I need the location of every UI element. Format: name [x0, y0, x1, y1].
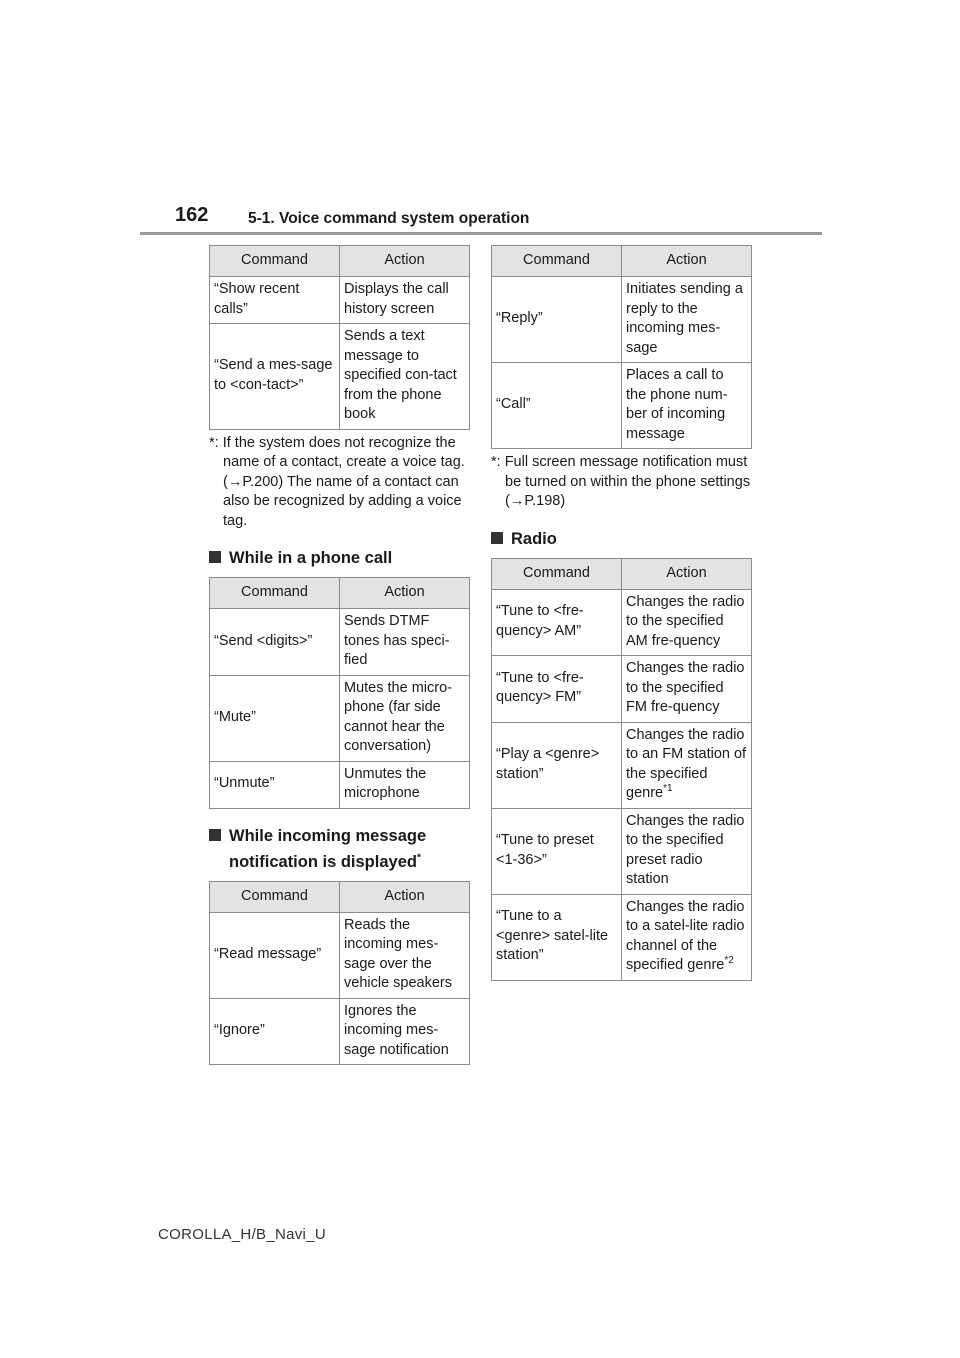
command-cell: “Send <digits>”: [210, 609, 340, 676]
action-cell: Initiates sending a reply to the incoming mes-sage: [622, 277, 752, 363]
heading-radio: Radio: [491, 526, 751, 552]
action-cell: Ignores the incoming mes-sage notification: [340, 998, 470, 1065]
table-header-command: Command: [210, 246, 340, 277]
command-table-incoming-message: [209, 881, 470, 1066]
action-cell: Sends DTMF tones has speci-fied: [340, 609, 470, 676]
command-cell: “Tune to <fre-quency> AM”: [492, 589, 622, 656]
heading-phone-call: While in a phone call: [209, 545, 469, 571]
command-cell: “Reply”: [492, 277, 622, 363]
command-cell: “Tune to preset <1-36>”: [492, 808, 622, 894]
section-title: 5-1. Voice command system operation: [248, 210, 530, 227]
table-header-action: Action: [622, 246, 752, 277]
left-column: [209, 245, 469, 1065]
table-row: [492, 656, 752, 723]
action-cell: Sends a text message to specified con-tact from the phone book: [340, 324, 470, 430]
command-table-radio: [491, 558, 752, 981]
table-header-action: Action: [340, 881, 470, 912]
table-header-command: Command: [210, 578, 340, 609]
command-cell: “Ignore”: [210, 998, 340, 1065]
action-cell: Unmutes the microphone: [340, 761, 470, 808]
bullet-square-icon: [209, 829, 221, 841]
footnote-voice-tag: *: If the system does not recognize the name of a contact, create a voice tag. (→P.200) The name of a contact can also be recognized by adding a voice tag.: [209, 434, 465, 529]
header-rule: [140, 232, 822, 235]
table-row: [210, 609, 470, 676]
action-cell: Displays the call history screen: [340, 277, 470, 324]
table-header-action: Action: [340, 246, 470, 277]
command-table-phone-call: [209, 577, 470, 809]
table-header-command: Command: [210, 881, 340, 912]
action-cell: Changes the radio to an FM station of the specified genre$^{*1}$: [622, 722, 752, 808]
bullet-square-icon: [491, 532, 503, 544]
page-number: 162: [175, 204, 209, 226]
action-cell: Changes the radio to the specified FM fre-quency: [622, 656, 752, 723]
action-cell: Changes the radio to the specified preset radio station: [622, 808, 752, 894]
action-cell: Mutes the micro-phone (far side cannot hear the conversation): [340, 675, 470, 761]
table-row: [492, 894, 752, 980]
table-row: [492, 589, 752, 656]
command-cell: “Read message”: [210, 912, 340, 998]
bullet-square-icon: [209, 551, 221, 563]
table-row: [492, 363, 752, 449]
table-row: [210, 912, 470, 998]
table-row: [210, 761, 470, 808]
action-cell: Places a call to the phone num-ber of incoming message: [622, 363, 752, 449]
footnote-notification: *: Full screen message notification must be turned on within the phone settings (→P.198): [491, 454, 751, 509]
command-table-message-reply: [491, 245, 752, 449]
footnote-mark: *1: [663, 783, 673, 795]
table-row: [492, 722, 752, 808]
command-table-phonebook: [209, 245, 470, 430]
command-cell: “Tune to a <genre> satel-lite station”: [492, 894, 622, 980]
table-row: [210, 277, 470, 324]
footnote-mark: *: [416, 852, 421, 863]
action-cell: Changes the radio to a satel-lite radio channel of the specified genre$^{*2}$: [622, 894, 752, 980]
table-row: [492, 808, 752, 894]
command-cell: “Mute”: [210, 675, 340, 761]
right-column: [491, 245, 751, 981]
action-cell: Changes the radio to the specified AM fre-quency: [622, 589, 752, 656]
table-row: [492, 277, 752, 363]
command-cell: “Send a mes-sage to <con-tact>”: [210, 324, 340, 430]
command-cell: “Play a <genre> station”: [492, 722, 622, 808]
footnote-mark: *2: [724, 955, 734, 967]
command-cell: “Call”: [492, 363, 622, 449]
command-cell: “Show recent calls”: [210, 277, 340, 324]
command-cell: “Unmute”: [210, 761, 340, 808]
table-header-command: Command: [492, 246, 622, 277]
heading-incoming-message: While incoming message notification is displayed*: [209, 823, 469, 875]
command-cell: “Tune to <fre-quency> FM”: [492, 656, 622, 723]
table-header-action: Action: [340, 578, 470, 609]
footer-model-code: COROLLA_H/B_Navi_U: [158, 1226, 326, 1243]
table-row: [210, 675, 470, 761]
table-row: [210, 324, 470, 430]
action-cell: Reads the incoming mes-sage over the vehicle speakers: [340, 912, 470, 998]
table-row: [210, 998, 470, 1065]
table-header-command: Command: [492, 558, 622, 589]
table-header-action: Action: [622, 558, 752, 589]
